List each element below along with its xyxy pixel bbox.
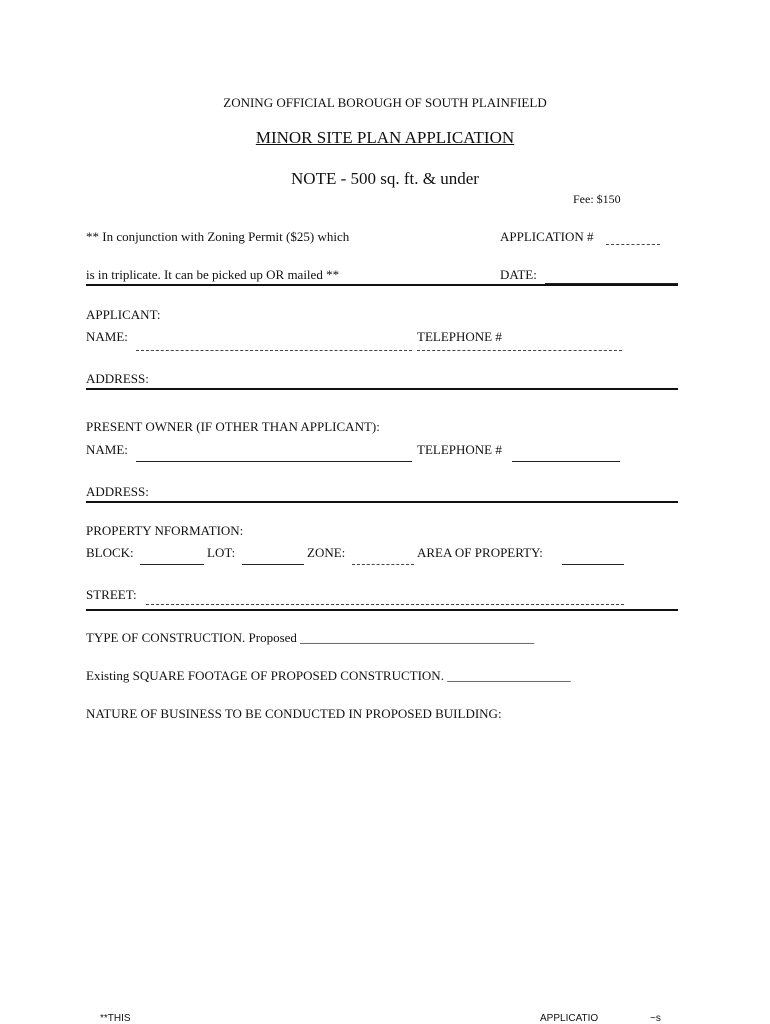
area-of-property-field[interactable] [562, 564, 624, 565]
zone-field[interactable] [352, 564, 414, 565]
owner-name-label: NAME: [86, 442, 128, 457]
page-title: MINOR SITE PLAN APPLICATION [255, 128, 515, 147]
section-divider [86, 609, 678, 611]
block-field[interactable] [140, 564, 204, 565]
block-label: BLOCK: [86, 545, 134, 560]
street-field[interactable] [146, 604, 624, 605]
owner-section-label: PRESENT OWNER (IF OTHER THAN APPLICANT): [86, 419, 380, 434]
section-divider [86, 284, 678, 286]
square-footage-line[interactable]: Existing SQUARE FOOTAGE OF PROPOSED CONSTRUCTION. ___________________ [86, 668, 571, 683]
zone-label: ZONE: [307, 545, 346, 560]
applicant-telephone-field[interactable] [417, 350, 622, 351]
footer-left-fragment: **THIS [100, 1013, 131, 1024]
owner-telephone-label: TELEPHONE # [417, 442, 502, 457]
owner-name-field[interactable] [136, 461, 412, 462]
construction-type-line[interactable]: TYPE OF CONSTRUCTION. Proposed ____________________________________ [86, 630, 535, 645]
owner-telephone-field[interactable] [512, 461, 620, 462]
owner-address-field[interactable] [86, 501, 678, 503]
property-section-label: PROPERTY NFORMATION: [86, 523, 244, 538]
lot-label: LOT: [207, 545, 236, 560]
application-number-field[interactable] [606, 244, 660, 245]
applicant-address-label: ADDRESS: [86, 371, 149, 386]
footer-tail-fragment: ~s [650, 1013, 661, 1024]
applicant-name-field[interactable] [136, 350, 412, 351]
applicant-name-label: NAME: [86, 329, 128, 344]
issuing-office: ZONING OFFICIAL BOROUGH OF SOUTH PLAINFIELD [223, 95, 547, 110]
applicant-address-field[interactable] [86, 388, 678, 390]
size-note: NOTE - 500 sq. ft. & under [291, 169, 479, 188]
owner-address-label: ADDRESS: [86, 484, 149, 499]
applicant-telephone-label: TELEPHONE # [417, 329, 502, 344]
application-number-label: APPLICATION # [500, 229, 594, 244]
lot-field[interactable] [242, 564, 304, 565]
intro-line-1: ** In conjunction with Zoning Permit ($25) which [86, 229, 350, 244]
applicant-section-label: APPLICANT: [86, 307, 161, 322]
nature-of-business-label: NATURE OF BUSINESS TO BE CONDUCTED IN PROPOSED BUILDING: [86, 706, 502, 721]
footer-right-fragment: APPLICATIO [540, 1013, 599, 1024]
fee-label: Fee: $150 [573, 192, 621, 206]
area-of-property-label: AREA OF PROPERTY: [417, 545, 543, 560]
date-label: DATE: [500, 267, 537, 282]
street-label: STREET: [86, 587, 137, 602]
intro-line-2: is in triplicate. It can be picked up OR mailed ** [86, 267, 340, 282]
